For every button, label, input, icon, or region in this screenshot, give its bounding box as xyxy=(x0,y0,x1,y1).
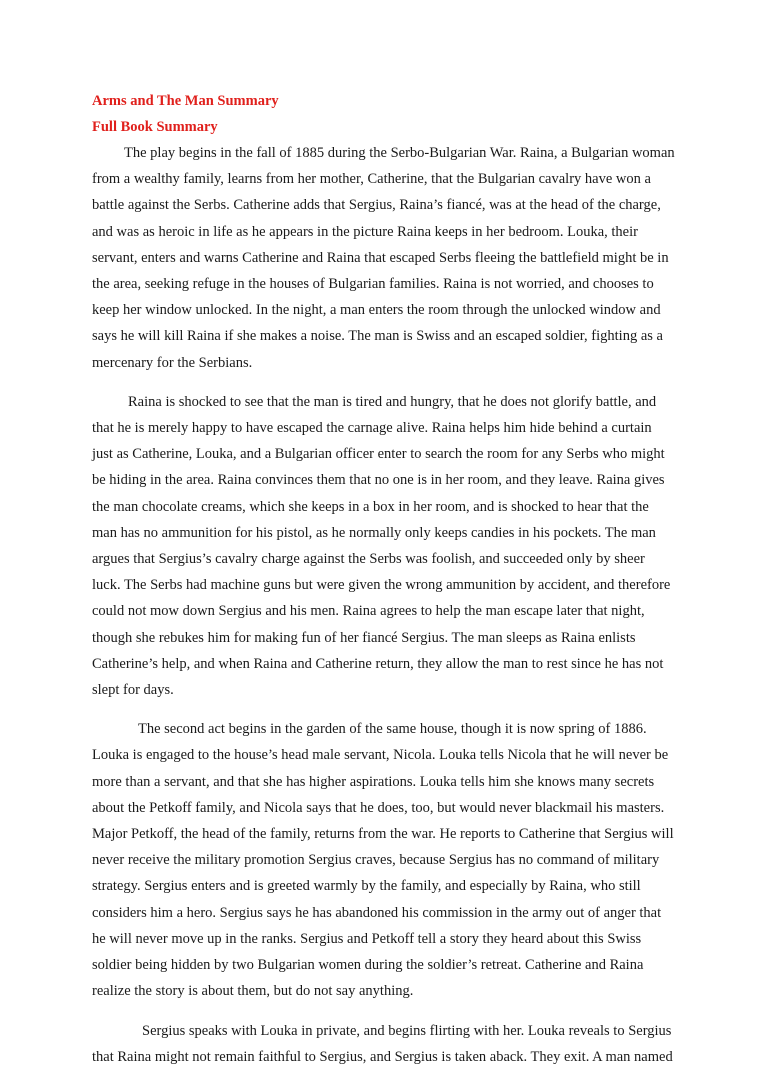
paragraph: The second act begins in the garden of the same house, though it is now spring of 1886. Louka is engaged to the house’s head male servant, Nicola. Louka tells Nicola that he will never be more than a servant, and that she has higher aspirations. Louka tells him she knows many secrets about the Petkoff family, and Nicola says that he does, too, but would never blackmail his masters. Major Petkoff, the head of the family, returns from the war. He reports to Catherine that Sergius will never receive the military promotion Sergius craves, because Sergius has no command of military strategy. Sergius enters and is greeted warmly by the family, and especially by Raina, who still considers him a hero. Sergius says he has abandoned his commission in the army out of anger that he will never move up in the ranks. Sergius and Petkoff tell a story they heard about this Swiss soldier being hidden by two Bulgarian women during the soldier’s retreat. Catherine and Raina realize the story is about them, but do not say anything. xyxy=(92,721,674,1000)
paragraph: Sergius speaks with Louka in private, and begins flirting with her. Louka reveals to Sergius that Raina might not remain faithful to Sergius, and Sergius is taken aback. They exit. A man named xyxy=(92,1022,673,1065)
document-page xyxy=(92,88,676,1083)
paragraph: Raina is shocked to see that the man is tired and hungry, that he does not glorify battle, and that he is merely happy to have escaped the carnage alive. Raina helps him hide behind a curtain just as Catherine, Louka, and a Bulgarian officer enter to search the room for any Serbs who might be hiding in the area. Raina convinces them that no one is in her room, and they leave. Raina gives the man chocolate creams, which she keeps in a box in her room, and is shocked to hear that the man has no ammunition for his pistol, as he normally only keeps candies in his pockets. The man argues that Sergius’s cavalry charge against the Serbs was foolish, and succeeded only by sheer luck. The Serbs had machine guns but were given the wrong ammunition by accident, and therefore could not mow down Sergius and his men. Raina agrees to help the man escape later that night, though she rebukes him for making fun of her fiancé Sergius. The man sleeps as Raina enlists Catherine’s help, and when Raina and Catherine return, they allow the man to rest since he has not slept for days. xyxy=(92,393,671,699)
document-title: Arms and The Man Summary xyxy=(92,93,279,109)
paragraph: The play begins in the fall of 1885 during the Serbo-Bulgarian War. Raina, a Bulgarian woman from a wealthy family, learns from her mother, Catherine, that the Bulgarian cavalry have won a battle against the Serbs. Catherine adds that Sergius, Raina’s fiancé, was at the head of the charge, and was as heroic in life as he appears in the picture Raina keeps in her bedroom. Louka, their servant, enters and warns Catherine and Raina that escaped Serbs fleeing the battlefield might be in the area, seeking refuge in the houses of Bulgarian families. Raina is not worried, and chooses to keep her window unlocked. In the night, a man enters the room through the unlocked window and says he will kill Raina if she makes a noise. The man is Swiss and an escaped soldier, fighting as a mercenary for the Serbians. xyxy=(92,145,675,371)
document-subtitle: Full Book Summary xyxy=(92,119,218,135)
